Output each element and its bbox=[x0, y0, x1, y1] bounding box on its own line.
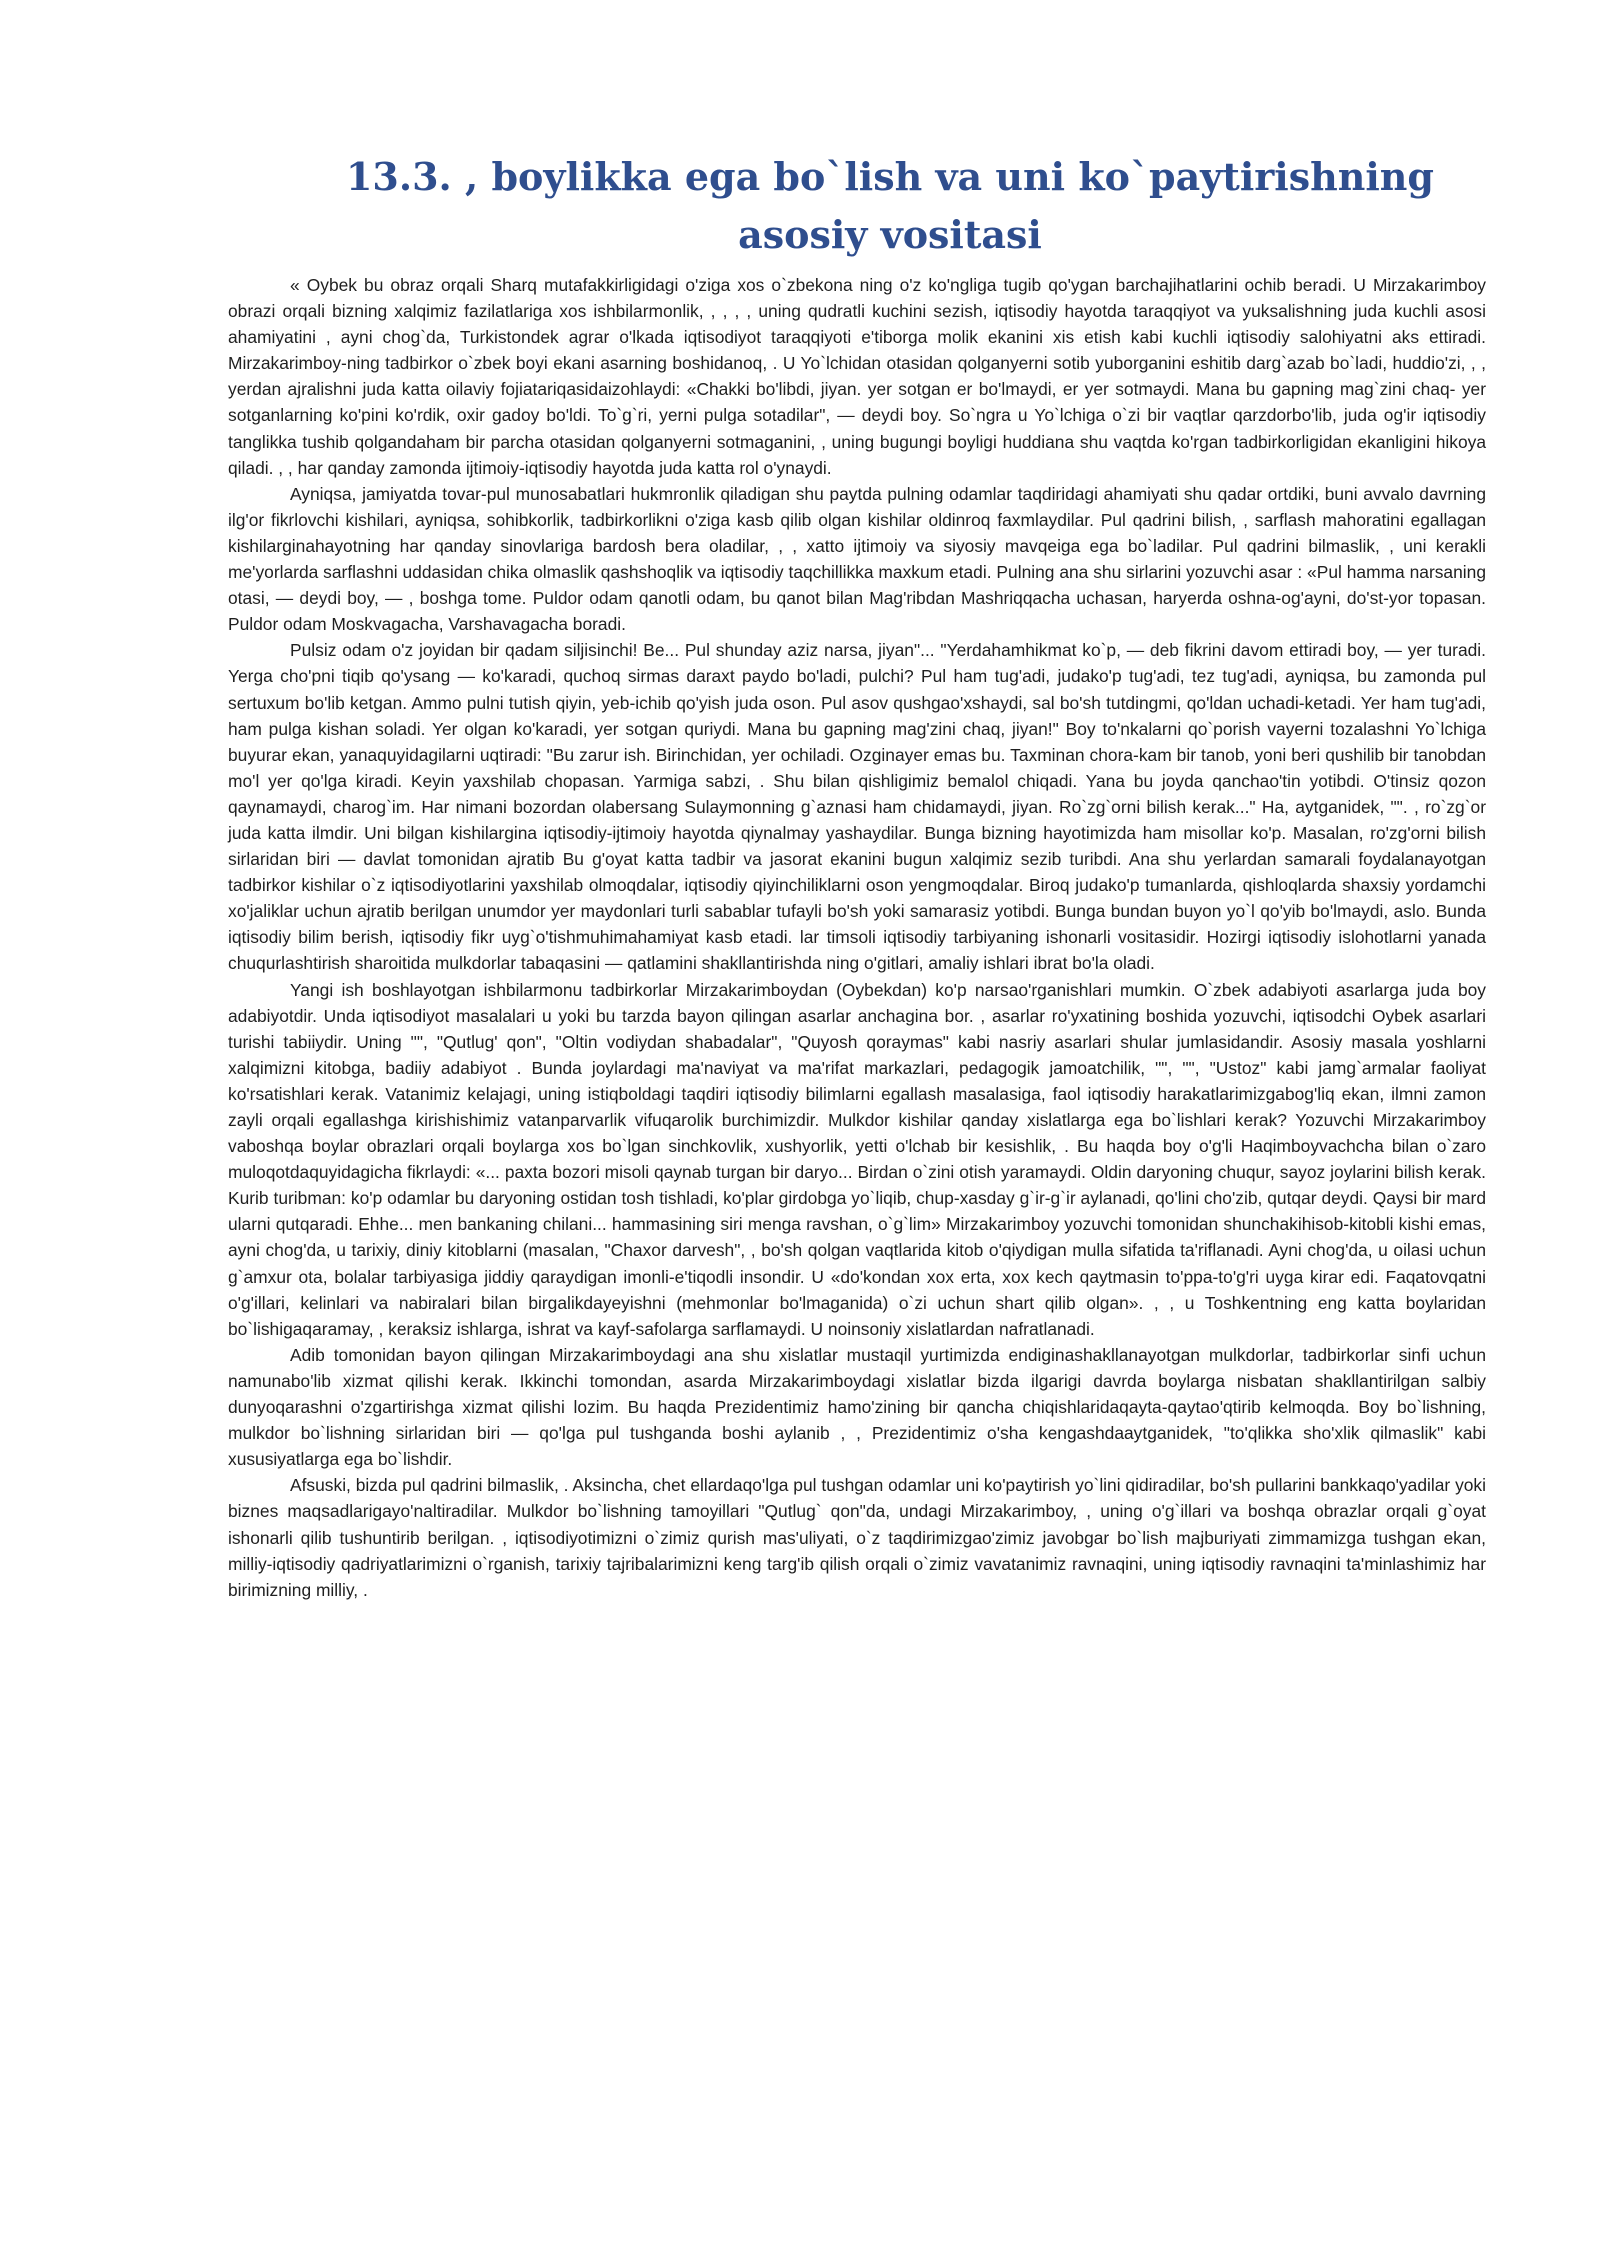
section-heading: 13.3. , boylikka ega bo`lish va uni ko`paytirishning asosiy vositasi bbox=[345, 154, 1434, 257]
paragraph-5: Adib tomonidan bayon qilingan Mirzakarimboydagi ana shu xislatlar mustaqil yurtimizda endiginashakllanayotgan mulkdorlar, tadbirkorlar sinfi uchun namunabo'lib xizmat qilishi kerak. Ikkinchi tomondan, asarda Mirzakarimboydagi xislatlar bizda ilgarigi davrda boylarga nisbatan shakllantirilgan salbiy dunyoqarashni o'zgartirishga xizmat qilishi lozim. Bu haqda Prezidentimiz hamo'zining bir qancha chiqishlaridaqayta-qaytao'qtirib kelmoqda. Boy bo`lishning, mulkdor bo`lishning sirlaridan biri — qo'lga pul tushganda boshi aylanib , , Prezidentimiz o'sha kengashdaaytganidek, "to'qlikka sho'xlik qilmaslik" kabi xususiyatlarga ega bo`lishdir. bbox=[228, 1344, 1486, 1470]
paragraph-2: Ayniqsa, jamiyatda tovar-pul munosabatlari hukmronlik qiladigan shu paytda pulning odamlar taqdiridagi ahamiyati shu qadar ortdiki, buni avvalo davrning ilg'or fikrlovchi kishilari, ayniqsa, sohibkorlik, tadbirkorlikni o'ziga kasb qilib olgan kishilar oldinroq faxmlaydilar. Pul qadrini bilish, , sarflash mahoratini egallagan kishilarginahayotning har qanday sinovlariga bardosh bera oladilar, , , xatto ijtimoiy va siyosiy mavqeiga ega bo`ladilar. Pul qadrini bilmaslik, , uni kerakli me'yorlarda sarflashni uddasidan chika olmaslik qashshoqlik va iqtisodiy taqchillikka maxkum etadi. Pulning ana shu sirlarini yozuvchi asar : «Pul hamma narsaning otasi, — deydi boy, — , boshga tome. Puldor odam qanotli odam, bu qanot bilan Mag'ribdan Mashriqqacha uchasan, haryerda oshna-og'ayni, do'st-yor topasan. Puldor odam Moskvagacha, Varshavagacha boradi. bbox=[228, 483, 1486, 635]
body-text bbox=[228, 272, 1486, 1603]
paragraph-1: « Oybek bu obraz orqali Sharq mutafakkirligidagi o'ziga xos o`zbekona ning o'z ko'ngliga tugib qo'ygan barchajihatlarini ochib beradi. U Mirzakarimboy obrazi orqali bizning xalqimiz fazilatlariga xos ishbilarmonlik, , , , , uning qudratli kuchini sezish, iqtisodiy hayotda taraqqiyot va yuksalishning juda kuchli asosi ahamiyatini , ayni chog`da, Turkistondek agrar o'lkada iqtisodiyot taraqqiyoti e'tiborga molik ekanini xis etish kabi kuchli iqtisodiy salohiyatni aks ettiradi. Mirzakarimboy-ning tadbirkor o`zbek boyi ekani asarning boshidanoq, . U Yo`lchidan otasidan qolganyerni sotib yuborganini eshitib darg`azab bo`ladi, huddio'zi, , , yerdan ajralishni juda katta oilaviy fojiatariqasidaizohlaydi: «Chakki bo'libdi, jiyan. yer sotgan er bo'lmaydi, er yer sotmaydi. Mana bu gapning mag`zini chaq- yer sotganlarning ko'pini ko'rdik, oxir gadoy bo'ldi. To`g`ri, yerni pulga sotadilar", — deydi boy. So`ngra u Yo`lchiga o`zi bir vaqtlar qarzdorbo'lib, juda og'ir iqtisodiy tanglikka tushib qolgandaham bir parcha otasidan qolganyerni sotmaganini, , uning bugungi boyligi huddiana shu vaqtda ko'rgan tadbirkorligidan ekanligini hikoya qiladi. , , har qanday zamonda ijtimoiy-iqtisodiy hayotda juda katta rol o'ynaydi. bbox=[228, 275, 1486, 478]
paragraph-3: Pulsiz odam o'z joyidan bir qadam siljisinchi! Be... Pul shunday aziz narsa, jiyan"... "Yerdahamhikmat ko`p, — deb fikrini davom ettiradi boy, — yer turadi. Yerga cho'pni tiqib qo'ysang — ko'karadi, quchoq sirmas daraxt paydo bo'ladi, pulchi? Pul ham tug'adi, judako'p tug'adi, tez tug'adi, ayniqsa, bu zamonda pul sertuxum bo'lib ketgan. Ammo pulni tutish qiyin, yeb-ichib qo'yish juda oson. Pul asov qushgao'xshaydi, sal bo'sh tutdingmi, qo'ldan uchadi-ketadi. Yer ham tug'adi, ham pulga kishan soladi. Yer olgan ko'karadi, yer sotgan quriydi. Mana bu gapning mag'zini chaq, jiyan!" Boy to'nkalarni qo`porish vayerni tozalashni Yo`lchiga buyurar ekan, yanaquyidagilarni uqtiradi: "Bu zarur ish. Birinchidan, yer ochiladi. Ozginayer emas bu. Taxminan chora-kam bir tanob, yoni beri qushilib bir tanobdan mo'l yer qo'lga kiradi. Keyin yaxshilab chopasan. Yarmiga sabzi, . Shu bilan qishligimiz bemalol chiqadi. Yana bu joyda qanchao'tin yotibdi. O'tinsiz qozon qaynamaydi, charog`im. Har nimani bozordan olabersang Sulaymonning g`aznasi ham chidamaydi, jiyan. Ro`zg`orni bilish kerak..." Ha, aytganidek, "". , ro`zg`or juda katta ilmdir. Uni bilgan kishilargina iqtisodiy-ijtimoiy hayotda qiynalmay yashaydilar. Bunga bizning hayotimizda ham misollar ko'p. Masalan, ro'zg'orni bilish sirlaridan biri — davlat tomonidan ajratib Bu g'oyat katta tadbir va jasorat ekanini bugun xalqimiz sezib turibdi. Ana shu yerlardan samarali foydalanayotgan tadbirkor kishilar o`z iqtisodiyotlarini yaxshilab olmoqdalar, iqtisodiy qiyinchiliklarni oson yengmoqdalar. Biroq judako'p tumanlarda, qishloqlarda shaxsiy yordamchi xo'jaliklar uchun ajratib berilgan unumdor yer maydonlari turli sabablar tufayli bo'sh yoki samarasiz yotibdi. Bunga bundan buyon yo`l qo'yib bo'lmaydi, aslo. Bunda iqtisodiy bilim berish, iqtisodiy fikr uyg`o'tishmuhimahamiyat kasb etadi. lar timsoli iqtisodiy tarbiyaning ishonarli vositasidir. Hozirgi iqtisodiy islohotlarni yanada chuqurlashtirish sharoitida mulkdorlar tabaqasini — qatlamini shakllantirishda ning o'gitlari, amaliy ishlari ibrat bo'la oladi. bbox=[228, 640, 1486, 974]
paragraph-6: Afsuski, bizda pul qadrini bilmaslik, . Aksincha, chet ellardaqo'lga pul tushgan odamlar uni ko'paytirish yo`lini qidiradilar, bo'sh pullarini bankkaqo'yadilar yoki biznes maqsadlarigayo'naltiradilar. Mulkdor bo`lishning tamoyillari "Qutlug` qon"da, undagi Mirzakarimboy, , uning o'g`illari va boshqa obrazlar orqali g`oyat ishonarli qilib tushuntirib berilgan. , iqtisodiyotimizni o`zimiz qurish mas'uliyati, o`z taqdirimizgao'zimiz javobgar bo`lish majburiyati zimmamizga tushgan ekan, milliy-iqtisodiy qadriyatlarimizni o`rganish, tarixiy tajribalarimizni keng targ'ib qilish orqali o`zimiz vavatanimiz ravnaqini, uning iqtisodiy ravnaqini ta'minlashimiz har birimizning milliy, . bbox=[228, 1475, 1486, 1600]
paragraph-4: Yangi ish boshlayotgan ishbilarmonu tadbirkorlar Mirzakarimboydan (Oybekdan) ko'p narsao'rganishlari mumkin. O`zbek adabiyoti asarlarga juda boy adabiyotdir. Unda iqtisodiyot masalalari u yoki bu tarzda bayon qilingan asarlar anchagina bor. , asarlar ro'yxatining boshida yozuvchi, iqtisodchi Oybek asarlari turishi tabiiydir. Uning "", "Qutlug' qon", "Oltin vodiydan shabadalar", "Quyosh qoraymas" kabi nasriy asarlari shular jumlasidandir. Asosiy masala yoshlarni xalqimizni kitobga, badiiy adabiyot . Bunda joylardagi ma'naviyat va ma'rifat markazlari, pedagogik jamoatchilik, "", "", "Ustoz" kabi jamg`armalar faoliyat ko'rsatishlari kerak. Vatanimiz kelajagi, uning istiqboldagi taqdiri iqtisodiy bilimlarni egallash masalasiga, faol iqtisodiy harakatlarimizgabog'liq ekan, ilmni zamon zayli orqali egallashga kirishishimiz vatanparvarlik vifuqarolik burchimizdir. Mulkdor kishilar qanday xislatlarga ega bo`lishlari kerak? Yozuvchi Mirzakarimboy vaboshqa boylar obrazlari orqali boylarga xos bo`lgan sinchkovlik, xushyorlik, yetti o'lchab bir kesishlik, . Bu haqda boy o'g'li Haqimboyvachcha bilan o`zaro muloqotdaquyidagicha fikrlaydi: «... paxta bozori misoli qaynab turgan bir daryo... Birdan o`zini otish yaramaydi. Oldin daryoning chuqur, sayoz joylarini bilish kerak. Kurib turibman: ko'p odamlar bu daryoning ostidan tosh tishladi, ko'plar girdobga yo`liqib, chup-xasday g`ir-g`ir aylanadi, qo'lini cho'zib, qutqar deydi. Qaysi bir mard ularni qutqaradi. Ehhe... men bankaning chilani... hammasining siri menga ravshan, o`g`lim» Mirzakarimboy yozuvchi tomonidan shunchakihisob-kitobli kishi emas, ayni chog'da, u tarixiy, diniy kitoblarni (masalan, "Chaxor darvesh", , bo'sh qolgan vaqtlarida kitob o'qiydigan mulla sifatida ta'riflanadi. Ayni chog'da, u oilasi uchun g`amxur ota, bolalar tarbiyasiga jiddiy qaraydigan imonli-e'tiqodli insondir. U «do'kondan xox erta, xox kech qaytmasin to'ppa-to'g'ri uyga kirar edi. Faqatovqatni o'g'illari, kelinlari va nabiralari bilan birgalikdayeyishni (mehmonlar bo'lmaganida) o`zi uchun shart qilib olgan». , , u Toshkentning eng katta boylaridan bo`lishigaqaramay, , keraksiz ishlarga, ishrat va kayf-safolarga sarflamaydi. U noinsoniy xislatlardan nafratlanadi. bbox=[228, 979, 1486, 1339]
